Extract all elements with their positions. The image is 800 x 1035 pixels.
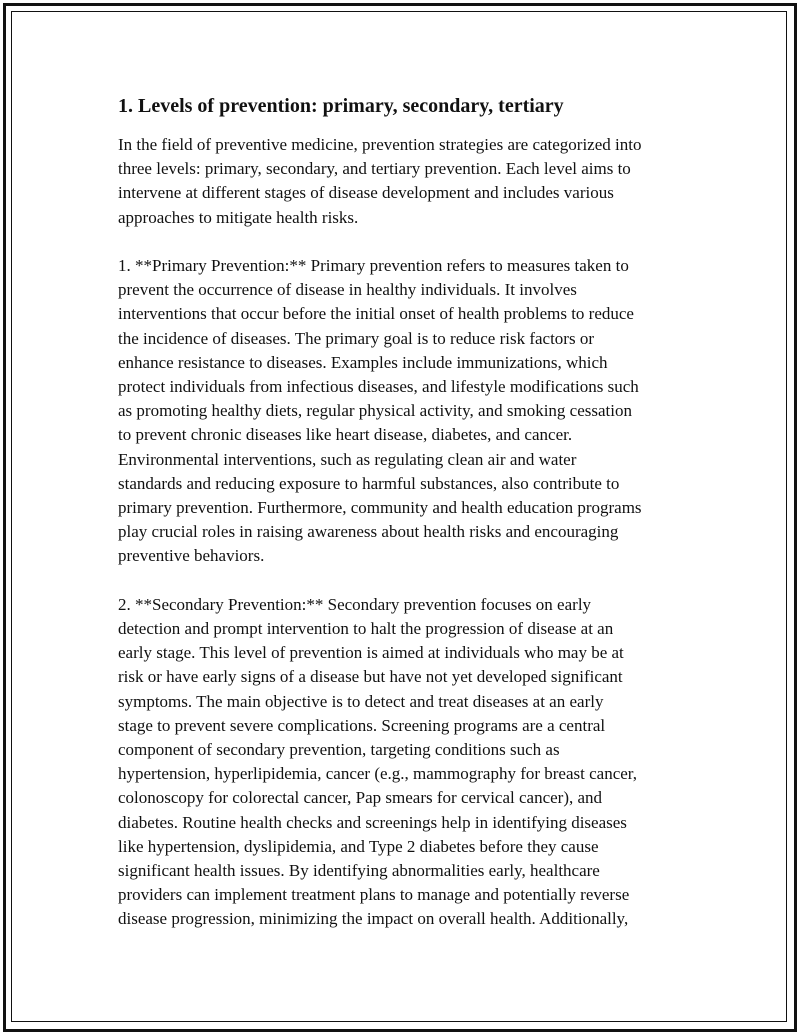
text-line: detection and prompt intervention to halt the progression of disease at an (118, 619, 614, 639)
text-line: significant health issues. By identifying abnormalities early, healthcare (118, 861, 600, 881)
text-line: intervene at different stages of disease development and includes various (118, 183, 614, 203)
text-line: disease progression, minimizing the impact on overall health. Additionally, (118, 909, 629, 929)
text-line: In the field of preventive medicine, prevention strategies are categorized into (118, 135, 642, 154)
text-line: to prevent chronic diseases like heart disease, diabetes, and cancer. (118, 425, 573, 445)
text-line: hypertension, hyperlipidemia, cancer (e.g., mammography for breast cancer, (118, 764, 638, 784)
text-line: approaches to mitigate health risks. (118, 207, 359, 227)
text-line: three levels: primary, secondary, and tertiary prevention. Each level aims to (118, 159, 631, 179)
text-line: Environmental interventions, such as regulating clean air and water (118, 449, 577, 469)
text-line: providers can implement treatment plans to manage and potentially reverse (118, 885, 630, 905)
text-line: symptoms. The main objective is to detect and treat diseases at an early (118, 691, 604, 711)
text-line: colonoscopy for colorectal cancer, Pap smears for cervical cancer), and (118, 788, 603, 808)
document-body (118, 92, 688, 956)
intro-paragraph (118, 133, 688, 230)
text-line: stage to prevent severe complications. Screening programs are a central (118, 715, 606, 735)
text-line: play crucial roles in raising awareness about health risks and encouraging (118, 522, 619, 542)
text-line: component of secondary prevention, targeting conditions such as (118, 740, 560, 760)
text-line: 1. **Primary Prevention:** Primary prevention refers to measures taken to (118, 256, 629, 275)
text-line: the incidence of diseases. The primary goal is to reduce risk factors or (118, 328, 594, 348)
text-line: enhance resistance to diseases. Examples include immunizations, which (118, 352, 608, 372)
primary-prevention-paragraph (118, 254, 688, 569)
text-line: as promoting healthy diets, regular physical activity, and smoking cessation (118, 401, 632, 421)
text-line: early stage. This level of prevention is aimed at individuals who may be at (118, 643, 624, 663)
section-heading: 1. Levels of prevention: primary, secondary, tertiary (118, 95, 564, 117)
text-line: standards and reducing exposure to harmful substances, also contribute to (118, 473, 620, 493)
text-line: interventions that occur before the initial onset of health problems to reduce (118, 304, 634, 324)
secondary-prevention-paragraph (118, 593, 688, 932)
text-line: prevent the occurrence of disease in healthy individuals. It involves (118, 280, 577, 300)
text-line: protect individuals from infectious diseases, and lifestyle modifications such (118, 377, 639, 397)
text-line: 2. **Secondary Prevention:** Secondary prevention focuses on early (118, 594, 592, 614)
text-line: diabetes. Routine health checks and screenings help in identifying diseases (118, 812, 627, 832)
text-line: risk or have early signs of a disease but have not yet developed significant (118, 667, 623, 687)
text-line: preventive behaviors. (118, 546, 265, 566)
text-line: like hypertension, dyslipidemia, and Type 2 diabetes before they cause (118, 836, 599, 856)
text-line: primary prevention. Furthermore, community and health education programs (118, 498, 642, 518)
